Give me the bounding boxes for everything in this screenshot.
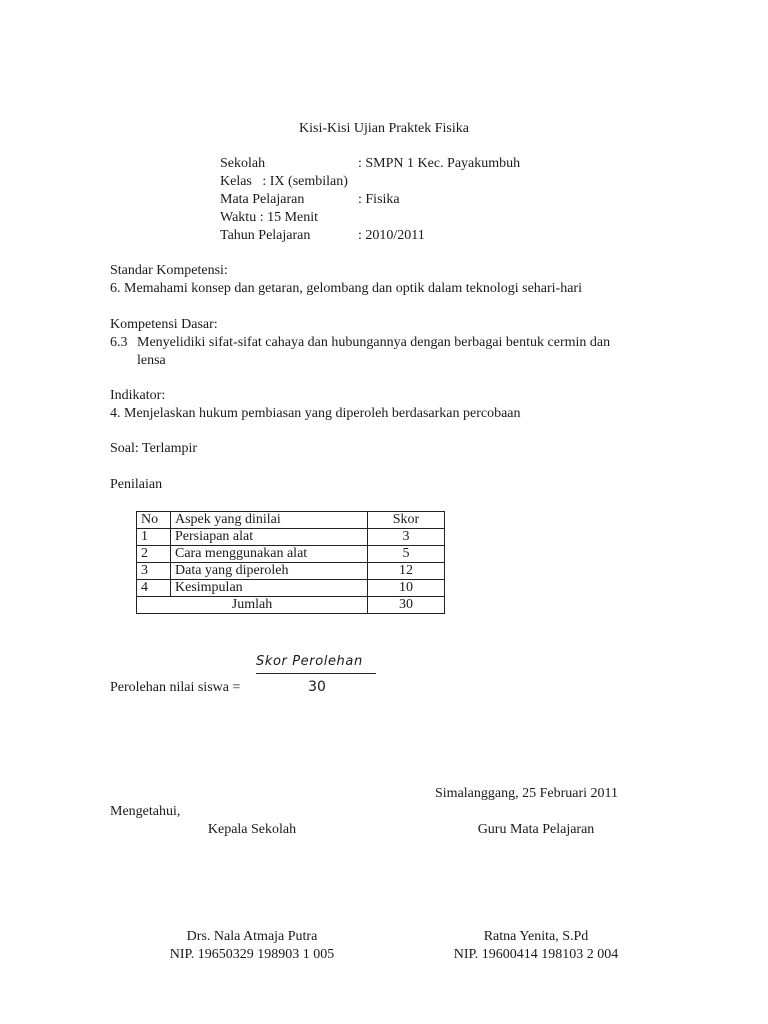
formula-numerator: Skor Perolehan (256, 654, 363, 669)
kompetensi-number: 6.3 (110, 335, 128, 350)
row-aspek: Persiapan alat (171, 529, 368, 546)
row-no: 2 (137, 546, 171, 563)
table-total-row (137, 597, 445, 614)
table-row (137, 563, 445, 580)
formula-label: Perolehan nilai siswa = (110, 680, 241, 695)
header-aspek: Aspek yang dinilai (171, 512, 368, 529)
place-date: Simalanggang, 25 Februari 2011 (435, 786, 619, 801)
row-no: 1 (137, 529, 171, 546)
kelas-line: Kelas : IX (sembilan) (220, 174, 348, 189)
mapel-label: Mata Pelajaran (220, 192, 305, 207)
row-no: 4 (137, 580, 171, 597)
standar-text: 6. Memahami konsep dan getaran, gelombang dan optik dalam teknologi sehari-hari (110, 281, 582, 296)
row-aspek: Kesimpulan (171, 580, 368, 597)
sekolah-value: : SMPN 1 Kec. Payakumbuh (358, 156, 521, 171)
total-value: 30 (368, 597, 445, 614)
row-skor: 10 (368, 580, 445, 597)
row-aspek: Cara menggunakan alat (171, 546, 368, 563)
table-row (137, 529, 445, 546)
header-skor: Skor (368, 512, 445, 529)
left-name: Drs. Nala Atmaja Putra (186, 929, 318, 944)
right-nip: NIP. 19600414 198103 2 004 (453, 947, 619, 962)
standar-heading: Standar Kompetensi: (110, 263, 228, 278)
kompetensi-line-1: Menyelidiki sifat-sifat cahaya dan hubungannya dengan berbagai bentuk cermin dan (137, 335, 611, 350)
row-no: 3 (137, 563, 171, 580)
table-row (137, 580, 445, 597)
header-no: No (137, 512, 171, 529)
row-skor: 12 (368, 563, 445, 580)
formula-denominator: 30 (308, 679, 326, 695)
row-skor: 5 (368, 546, 445, 563)
right-name: Ratna Yenita, S.Pd (483, 929, 589, 944)
row-aspek: Data yang diperoleh (171, 563, 368, 580)
sekolah-label: Sekolah (220, 156, 266, 171)
mapel-value: : Fisika (358, 192, 400, 207)
total-label: Jumlah (137, 597, 368, 614)
waktu-line: Waktu : 15 Menit (220, 210, 319, 225)
document-title: Kisi-Kisi Ujian Praktek Fisika (299, 121, 469, 136)
table-header-row (137, 512, 445, 529)
kompetensi-line-2: lensa (137, 353, 166, 368)
score-table (136, 511, 445, 614)
right-role: Guru Mata Pelajaran (477, 822, 595, 837)
tahun-value: : 2010/2011 (358, 228, 425, 243)
table-row (137, 546, 445, 563)
soal-text: Soal: Terlampir (110, 441, 198, 456)
left-role: Kepala Sekolah (207, 822, 297, 837)
left-nip: NIP. 19650329 198903 1 005 (169, 947, 335, 962)
row-skor: 3 (368, 529, 445, 546)
penilaian-heading: Penilaian (110, 477, 163, 492)
tahun-label: Tahun Pelajaran (220, 228, 311, 243)
indikator-text: 4. Menjelaskan hukum pembiasan yang diperoleh berdasarkan percobaan (110, 406, 521, 421)
mengetahui-text: Mengetahui, (110, 804, 181, 819)
indikator-heading: Indikator: (110, 388, 166, 403)
kompetensi-heading: Kompetensi Dasar: (110, 317, 218, 332)
formula-fraction-bar (256, 673, 376, 674)
